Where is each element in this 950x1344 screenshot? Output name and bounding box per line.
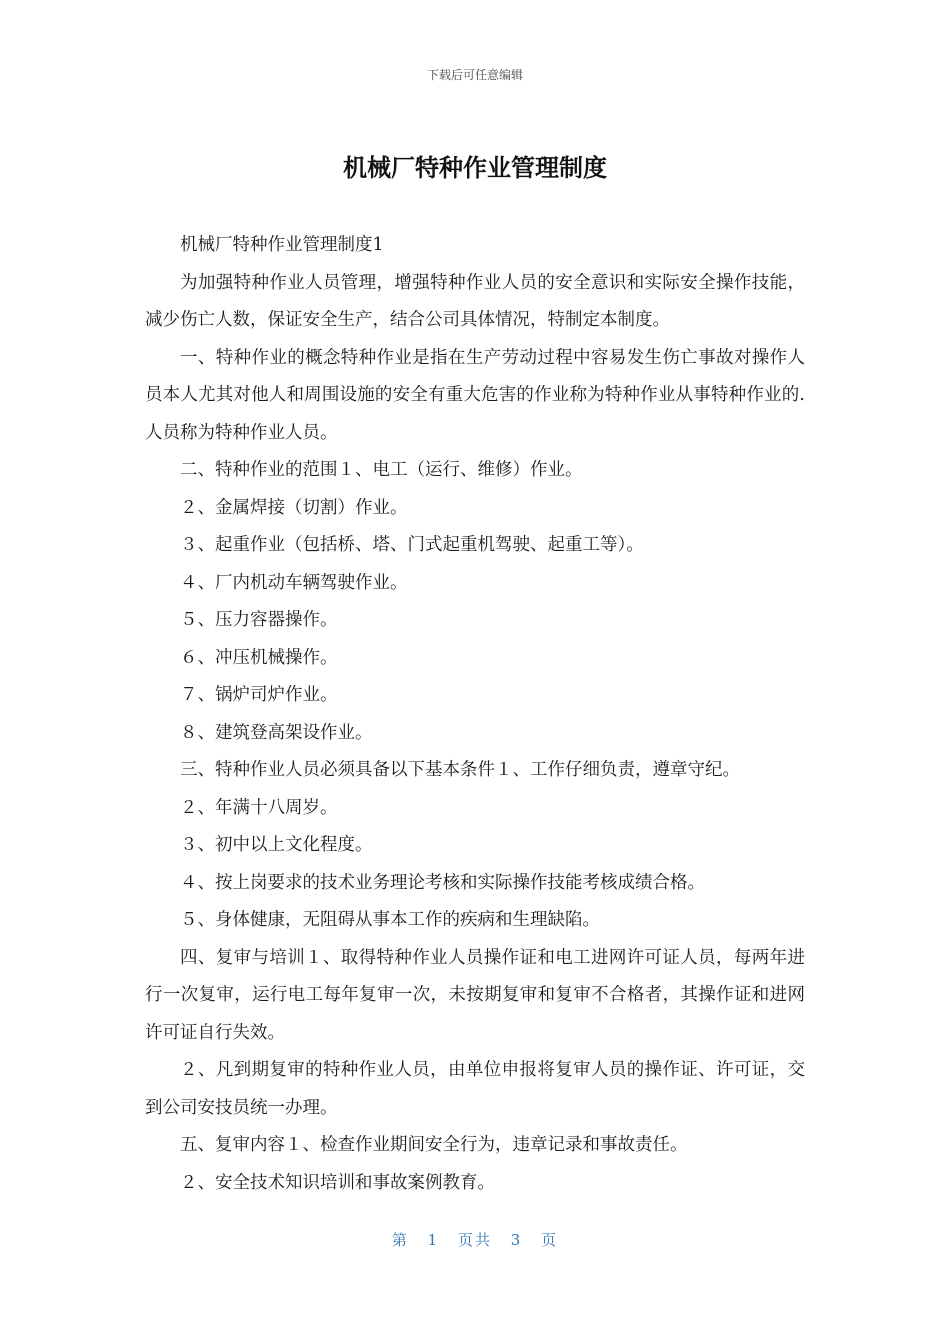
paragraph-item: ５、压力容器操作。 (180, 610, 338, 630)
paragraph-item: ８、建筑登高架设作业。 (180, 722, 373, 743)
paragraph-item: ２、安全技术知识培训和事故案例教育。 (180, 1172, 495, 1193)
paragraph-item: ４、按上岗要求的技术业务理论考核和实际操作技能考核成绩合格。 (180, 872, 705, 893)
paragraph-item: ５、身体健康，无阻碍从事本工作的疾病和生理缺陷。 (180, 910, 600, 930)
paragraph-item: ２、凡到期复审的特种作业人员，由单位申报将复审人员的操作证、许可证，交到公司安技员统一办理。 (145, 1060, 805, 1118)
page-number-footer: 第 1 页共 3 页 (391, 1231, 559, 1249)
paragraph-doc-subtitle: 机械厂特种作业管理制度1 (180, 235, 384, 255)
paragraph-item: ２、年满十八周岁。 (180, 797, 338, 818)
document-body (145, 227, 805, 1202)
paragraph-section-4: 四、复审与培训１、取得特种作业人员操作证和电工进网许可证人员，每两年进行一次复审，运行电工每年复审一次，未按期复审和复审不合格者，其操作证和进网许可证自行失效。 (145, 947, 805, 1043)
paragraph-purpose: 为加强特种作业人员管理，增强特种作业人员的安全意识和实际安全操作技能，减少伤亡人数，保证安全生产，结合公司具体情况，特制定本制度。 (145, 272, 805, 330)
paragraph-section-1: 一、特种作业的概念特种作业是指在生产劳动过程中容易发生伤亡事故对操作人员本人尤其对他人和周围设施的安全有重大危害的作业称为特种作业从事特种作业的.人员称为特种作业人员。 (145, 347, 805, 443)
document-title: 机械厂特种作业管理制度 (343, 154, 607, 182)
paragraph-item: ３、初中以上文化程度。 (180, 835, 373, 855)
paragraph-section-2: 二、特种作业的范围１、电工（运行、维修）作业。 (180, 460, 583, 480)
paragraph-item: ３、起重作业（包括桥、塔、门式起重机驾驶、起重工等）。 (180, 535, 644, 555)
paragraph-section-3: 三、特种作业人员必须具备以下基本条件１、工作仔细负责，遵章守纪。 (180, 760, 740, 780)
paragraph-section-5: 五、复审内容１、检查作业期间安全行为，违章记录和事故责任。 (180, 1135, 688, 1155)
paragraph-item: ２、金属焊接（切割）作业。 (180, 497, 408, 518)
page-header-note: 下载后可任意编辑 (426, 68, 523, 82)
paragraph-item: ４、厂内机动车辆驾驶作业。 (180, 572, 408, 593)
paragraph-item: ７、锅炉司炉作业。 (180, 685, 338, 705)
paragraph-item: ６、冲压机械操作。 (180, 647, 338, 668)
